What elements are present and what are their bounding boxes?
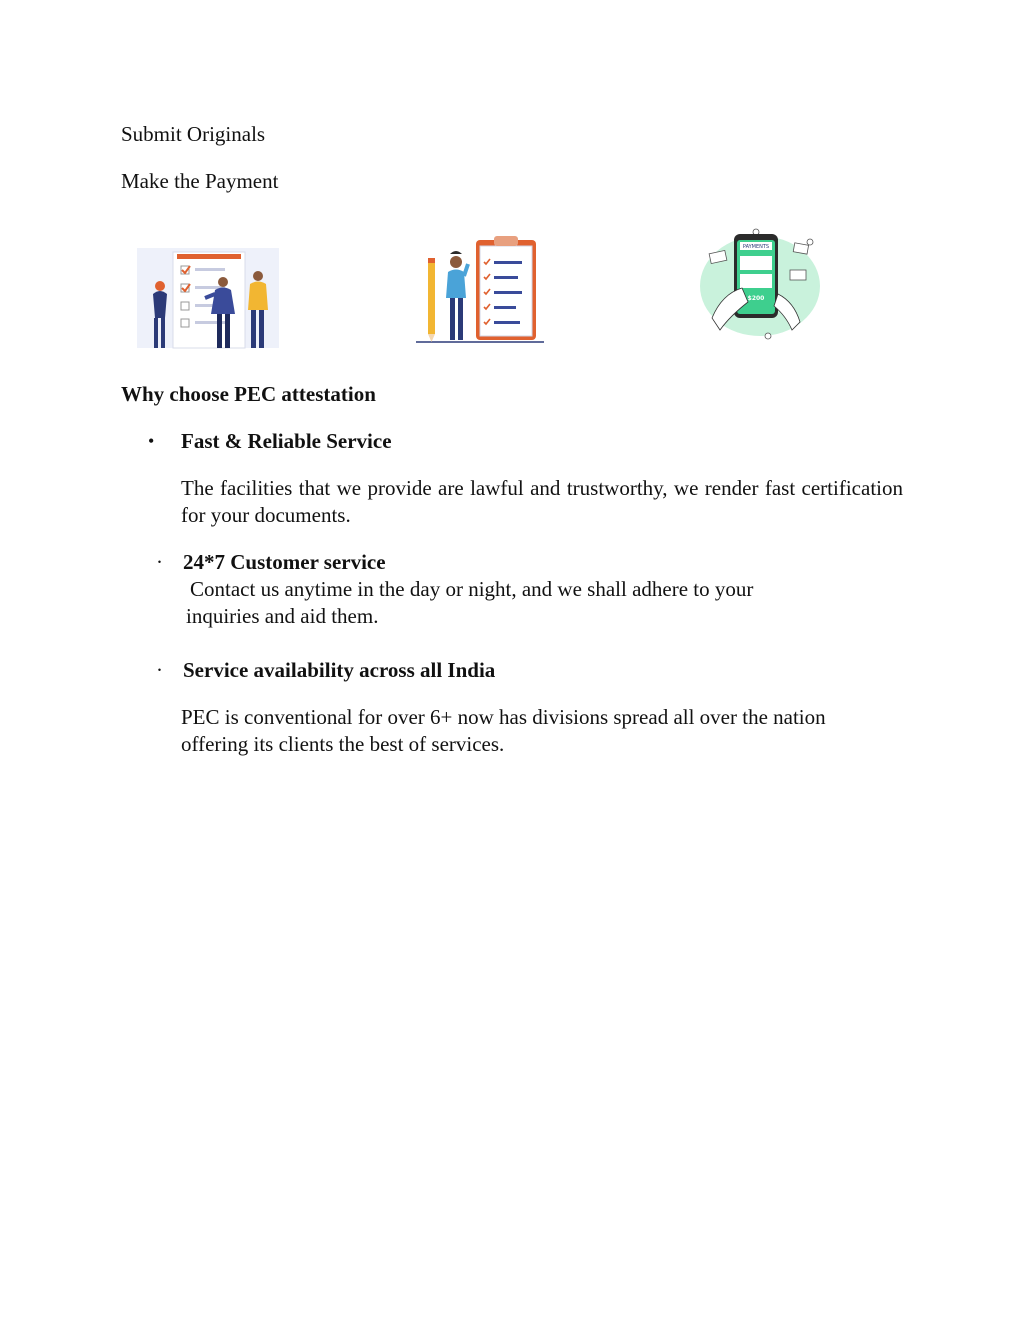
step-make-payment: Make the Payment bbox=[121, 169, 279, 193]
bullet-dot: · bbox=[156, 550, 163, 574]
why-heading: Why choose PEC attestation bbox=[121, 382, 376, 406]
item-text-availability-line1: PEC is conventional for over 6+ now has divisions spread all over the nation bbox=[181, 705, 826, 729]
item-text-fast-reliable: The facilities that we provide are lawful and trustworthy, we render fast certification for your documents. bbox=[181, 476, 903, 527]
payment-amount: $200 bbox=[747, 295, 765, 302]
item-title-customer-service: 24*7 Customer service bbox=[183, 550, 386, 574]
item-text-customer-service-line1: Contact us anytime in the day or night, and we shall adhere to your bbox=[190, 577, 754, 601]
clipboard-pencil-illustration bbox=[414, 232, 546, 346]
mobile-payment-illustration bbox=[690, 226, 824, 346]
checklist-team-illustration bbox=[133, 246, 283, 352]
item-title-fast-reliable: Fast & Reliable Service bbox=[181, 429, 392, 453]
bullet-dot: • bbox=[148, 431, 155, 451]
item-title-availability: Service availability across all India bbox=[183, 658, 496, 682]
payments-screen-header: PAYMENTS bbox=[742, 244, 770, 250]
item-text-availability-line2: offering its clients the best of services. bbox=[181, 732, 505, 756]
step-submit-originals: Submit Originals bbox=[121, 122, 266, 146]
item-text-customer-service-line2: inquiries and aid them. bbox=[186, 604, 379, 628]
bullet-dot: · bbox=[156, 658, 163, 682]
